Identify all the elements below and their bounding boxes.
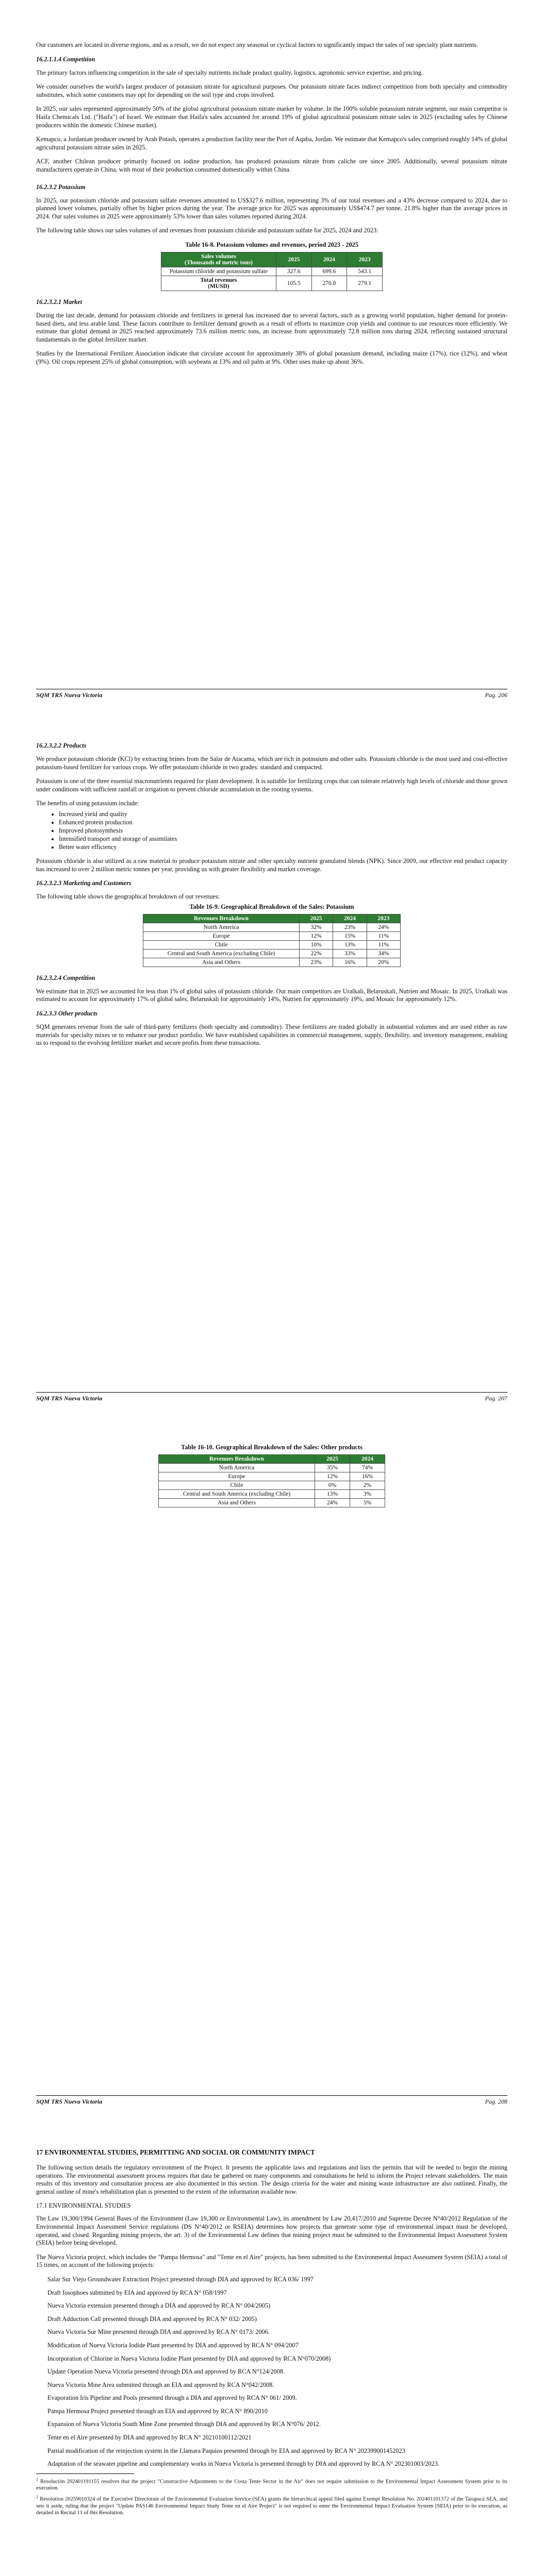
table-cell: 12%	[300, 931, 333, 940]
table-cell: 270.8	[311, 276, 347, 291]
list-item: Expansion of Nueva Victoria South Mine Zone presented through DIA and approved by RCA N°076/ 2012.	[47, 2420, 321, 2428]
section-heading: 16.2.3.3 Other products	[36, 1009, 98, 1017]
footnote-text: Resolución 202401191155 resolves that the project "Constructive Adjustments to the Costa Tente Sector in the Air" does not require submission to the Environmental Impact Assessment System prior to its execution.	[36, 2479, 507, 2492]
table-cell: 16%	[333, 958, 367, 967]
list-item: Adaptation of the seawater pipeline and complementary works in Nueva Victoria is presented through by DIA and approved by RCA N° 202301003/2023.	[47, 2460, 440, 2468]
page-footer	[36, 1392, 507, 1402]
paragraph: The following table shows our sales volumes of and revenues from potassium chloride and potassium sulfate for 2025, 2024 and 2023:	[36, 227, 378, 234]
list-item: • Increased yield and quality	[59, 810, 507, 818]
table-cell: 23%	[333, 923, 367, 931]
paragraph: Potassium chloride is also utilized as a raw material to produce potassium nitrate and other specialty nutrient granulated blends (NPK). Since 2009, our effective end product capacity has increased to over 2 million metric tonnes per year, providing us with greater flexibility and market coverage.	[36, 857, 507, 873]
paragraph: Kemapco, a Jordanian producer owned by Arab Potash, operates a production facility near the Port of Aqaba, Jordan. We estimate that Kemapco's sales comprised roughly 14% of global agricultural potassium nitrate sales in 2025.	[36, 135, 507, 151]
table-cell: 16%	[350, 1472, 385, 1481]
table-cell: Central and South America (excluding Chile)	[159, 1490, 315, 1499]
list-item: Modification of Nueva Victoria Iodide Plant presented by DIA and approved by RCA N° 094/2007	[47, 2341, 299, 2349]
table-header-cell: 2024	[350, 1455, 385, 1464]
table-row	[161, 267, 383, 276]
table-cell: 105.5	[276, 276, 312, 291]
paragraph: We estimate that in 2025 we accounted for less than 1% of global sales of potassium chloride. Our main competitors are Uralkali, Belaruskali, Nutrien and Mosaic. In 2025, Uralkali was estimated to account for approximately 17% of global sales, Belaruskali for approximately 14%, Nutrien for approximately 19%, and Mosaic for approximately 12%.	[36, 987, 507, 1003]
table-row	[143, 949, 401, 958]
section-heading: 17.1 ENVIRONMENTAL STUDIES	[36, 2202, 131, 2210]
list-item: Evaporation Iris Pipeline and Pools presented through a DIA and approved by RCA N° 061/ 2009.	[47, 2394, 297, 2402]
page-number: Pag. 207	[485, 1395, 507, 1402]
table-header-cell: 2025	[315, 1455, 350, 1464]
paragraph: The primary factors influencing competition in the sale of specialty nutrients include product quality, logistics, agronomic service expertise, and pricing.	[36, 69, 423, 76]
table-cell: 24%	[367, 923, 400, 931]
page-number: Pag. 208	[485, 2098, 507, 2105]
table-cell: 32%	[300, 923, 333, 931]
table-row	[159, 1472, 385, 1481]
paragraph: Potassium is one of the three essential macronutrients required for plant development. It is suitable for fertilizing crops that can tolerate relatively high levels of chloride and those grown under conditions with sufficient rainfall or irrigation to prevent chloride accumulation in the rooting systems.	[36, 777, 507, 793]
table-cell: 22%	[300, 949, 333, 958]
paragraph: We produce potassium chloride (KCl) by extracting brines from the Salar de Atacama, which are rich in potassium and other salts. Potassium chloride is the most used and cost-effective potassium-based fertilizer for various crops. We offer potassium chloride in two grades: standard and compacted.	[36, 755, 507, 771]
table-cell: North America	[159, 1464, 315, 1472]
table-cell: Total revenues (MUSD)	[161, 276, 276, 291]
table-cell: 279.1	[347, 276, 383, 291]
table-header-cell: 2024	[311, 252, 347, 267]
table-cell: 74%	[350, 1464, 385, 1472]
page-207	[0, 703, 544, 1406]
paragraph: In 2025, our potassium chloride and potassium sulfate revenues amounted to US$327.6 million, representing 3% of our total revenues and a 43% decrease compared to 2024, due to planned lower volumes, partially offset by higher prices during the year. The average price for 2025 was approximately US$474.7 per tonne, 21.8% higher than the average prices in 2024. Our sales volumes in 2025 were approximately 53% lower than sales volumes reported during 2024.	[36, 196, 507, 220]
list-item: Pampa Hermosa Project presented through an EIA and approved by RCA N° 890/2010	[47, 2407, 268, 2415]
table-cell: 699.6	[311, 267, 347, 276]
list-item: Update Operation Nueva Victoria presented through DIA and approved by RCA N°124/2008.	[47, 2368, 285, 2376]
section-heading: 16.2.3.2.3 Marketing and Customers	[36, 879, 131, 887]
table-row	[159, 1481, 385, 1490]
paragraph: The following table shows the geographical breakdown of our revenues:	[36, 893, 220, 901]
table-row	[159, 1464, 385, 1472]
table-cell: 33%	[333, 949, 367, 958]
page-208	[0, 1406, 544, 2110]
table-cell: 34%	[367, 949, 400, 958]
table-caption: Table 16-9. Geographical Breakdown of the Sales: Potassium	[189, 903, 354, 910]
paragraph: The Nueva Victoria project, which includes the "Pampa Hermosa" and "Tente en el Aire" projects, has been submitted to the Environmental Impact Assessment System (SEIA) a total of 15 times, on account of the following projects:	[36, 2253, 507, 2269]
table-row	[143, 923, 401, 931]
list-item: Draft Adduction Call presented through DIA and approved by RCA N° 032/ 2005)	[47, 2315, 257, 2323]
table-row	[159, 1490, 385, 1499]
table-row	[161, 276, 383, 291]
paragraph: The benefits of using potassium include:	[36, 800, 139, 807]
table-cell: 23%	[300, 958, 333, 967]
table-header-cell: Revenues Breakdown	[143, 914, 300, 923]
table-row	[159, 1499, 385, 1507]
page-number: Pag. 206	[485, 691, 507, 699]
table-header-cell: 2025	[300, 914, 333, 923]
page-209	[0, 2110, 544, 2576]
table-cell: Chile	[159, 1481, 315, 1490]
paragraph: In 2025, our sales represented approximately 50% of the global agricultural potassium nitrate market by volume. In the 100% soluble potassium nitrate segment, our main competitor is Haifa Chemicals Ltd. ("Haifa") of Israel. We estimate that Haifa's sales accounted for around 19% of global agricultural potassium nitrate sales in 2025 (excluding sales by Chinese producers within the domestic Chinese market).	[36, 105, 507, 129]
table-cell: 3%	[350, 1490, 385, 1499]
table-cell: North America	[143, 923, 300, 931]
table-row	[143, 931, 401, 940]
table-caption: Table 16-8. Potassium volumes and revenues, period 2023 - 2025	[185, 241, 358, 248]
table-cell: 5%	[350, 1499, 385, 1507]
section-heading: 16.2.1.1.4 Competition	[36, 55, 95, 63]
table-cell: 0%	[315, 1481, 350, 1490]
list-item: Nueva Victoria Sur Mine presented through DIA and approved by RCA N° 0173/ 2006.	[47, 2328, 270, 2336]
section-heading: 16.2.3.2.2 Products	[36, 742, 87, 749]
table-cell: 543.1	[347, 267, 383, 276]
page-206	[0, 0, 544, 703]
table-cell: 13%	[315, 1490, 350, 1499]
table-cell: Asia and Others	[143, 958, 300, 967]
table-header-cell: 2025	[276, 252, 312, 267]
paragraph: The following section details the regulatory environment of the Project. It presents the applicable laws and regulations and lists the permits that will be needed to begin the mining operations. The environmental assessment process requires that data be gathered on many components and consultations be held to inform the Project relevant stakeholders. The main results of this inventory and consultation process are also documented in this section. The design criteria for the water and mining waste infrastructure are also outlined. Finally, the general outline of mine's rehabilitation plan is presented to the extent of the information available now.	[36, 2164, 507, 2195]
table-cell: Europe	[159, 1472, 315, 1481]
page-footer	[36, 689, 507, 699]
table-cell: 10%	[300, 940, 333, 949]
table-cell: 11%	[367, 940, 400, 949]
paragraph: ACF, another Chilean producer primarily focused on iodine production, has produced potassium nitrate from caliche ore since 2005. Additionally, several potassium nitrate manufacturers operate in China, with most of their production consumed domestically within China.	[36, 158, 507, 173]
list-item: • Intensified transport and storage of assimilates	[59, 835, 507, 843]
benefits-list	[36, 810, 507, 851]
potassium-volumes-table	[161, 252, 383, 291]
table-cell: Chile	[143, 940, 300, 949]
table-cell: 12%	[315, 1472, 350, 1481]
table-cell: 2%	[350, 1481, 385, 1490]
list-item: • Better water efficiency	[59, 843, 507, 851]
paragraph: Studies by the International Fertilizer Association indicate that circulate account for approximately 38% of global potassium demand, including maize (17%), rice (12%), and wheat (9%). Oil crops represent 25% of global consumption, with soybeans at 13% and oil palm at 9%. Other uses make up about 36%.	[36, 350, 507, 365]
page-footer	[36, 2095, 507, 2106]
list-item: • Improved photosynthesis	[59, 826, 507, 835]
project-list	[36, 2276, 507, 2468]
list-item: Tente en el Aire presented by DIA and approved by RCA N° 20210100112/2021	[47, 2434, 252, 2442]
table-header-cell: Sales volumes (Thousands of metric tons)	[161, 252, 276, 267]
table-cell: Central and South America (excluding Chile)	[143, 949, 300, 958]
footnote-text: Resolution 20259010324 of the Executive Directorate of the Environmental Evaluation Service (SEA) grants the hierarchical appeal filed against Exempt Resolution No. 202401101372 of the Tarapacá SEA, and sets it aside, ruling that the project "Update PAS146 Environmental Impact Study Tente en el Aire Project" is not required to enter the Environmental Impact Evaluation System (SEIA) prior to its execution, as detailed in Recital 11 of this Resolution.	[36, 2496, 507, 2516]
table-cell: Potassium chloride and potassium sulfate	[161, 267, 276, 276]
footnote: $^2$ Resolution 20259010324 of the Executive Directorate of the Environmental Evaluation Service (SEA) grants the hierarchical appeal filed against Exempt Resolution No. 202401101372 of the Tarapacá SEA, and sets it aside, ruling that the project "Update PAS146 Environmental Impact Study Tente en el Aire Project" is not required to enter the Environmental Impact Evaluation System (SEIA) prior to its execution, as detailed in Recital 11 of this Resolution.	[36, 2495, 507, 2516]
paragraph: During the last decade, demand for potassium chloride and fertilizers in general has increased due to several factors, such as a growing world population, higher demand for protein-based diets, and less arable land. These factors contribute to fertilizer demand growth as a result of efforts to maximize crop yields and continue to use resources more efficiently. We estimate that global demand in 2025 reached approximately 73.6 million metric tons, an increase from approximately 72.8 million tons during 2024, reflecting sustained structural fundamentals in the global fertilizer market.	[36, 311, 507, 343]
table-row	[143, 940, 401, 949]
table-cell: 24%	[315, 1499, 350, 1507]
list-item: Nueva Victoria extension presented through a DIA and approved by RCA N° 004/2005)	[47, 2302, 271, 2310]
other-products-geo-table	[158, 1454, 385, 1507]
intro-paragraph: Our customers are located in diverse regions, and as a result, we do not expect any seasonal or cyclical factors to significantly impact the sales of our specialty plant nutrients.	[36, 41, 479, 48]
footer-title: SQM TRS Nueva Victoria	[36, 1395, 103, 1402]
table-cell: 20%	[367, 958, 400, 967]
footnote-rule	[36, 2473, 134, 2474]
list-item: Nueva Victoria Mine Area submitted through an EIA and approved by RCA N°042/2008.	[47, 2381, 274, 2388]
table-header-cell: 2023	[367, 914, 400, 923]
paragraph: We consider ourselves the world's largest producer of potassium nitrate for agricultural purposes. Our potassium nitrate faces indirect competition from both specialty and commodity substitutes, which some customers may opt for depending on the soil type and crops involved.	[36, 83, 507, 98]
list-item: Draft Iosophoes submitted by EIA and approved by RCA N° 058/1997	[47, 2289, 227, 2296]
paragraph: The Law 19,300/1994 General Bases of the Environment (Law 19,300 or Environmental Law), its amendment by Law 20,417/2010 and Supreme Decree N°40/2012 Regulation of the Environmental Impact Assessment Service regulations (DS N°40/2012 or RSEIA) determines how projects that generate some type of environmental impact must be developed, operated, and closed. Regarding mining projects, the art. 3) of the Environmental Law defines that mining project must be submitted to the Environmental Impact Assessment System (SEIA) before being developed.	[36, 2215, 507, 2247]
table-cell: 35%	[315, 1464, 350, 1472]
list-item: Incorporation of Chlorine in Nueva Victoria Iodine Plant presented by DIA and approved by RCA N°070/2008)	[47, 2354, 331, 2362]
table-cell: Europe	[143, 931, 300, 940]
table-cell: 15%	[333, 931, 367, 940]
table-caption: Table 16-10. Geographical Breakdown of the Sales: Other products	[181, 1444, 362, 1451]
footnote: $^1$ Resolución 202401191155 resolves that the project "Constructive Adjustments to the Costa Tente Sector in the Air" does not require submission to the Environmental Impact Assessment System prior to its execution.	[36, 2477, 507, 2492]
list-item: • Enhanced protein production	[59, 818, 507, 826]
section-heading: 16.2.3.2.1 Market	[36, 298, 83, 306]
chapter-heading: 17 ENVIRONMENTAL STUDIES, PERMITTING AND SOCIAL OR COMMUNITY IMPACT	[36, 2148, 315, 2156]
paragraph: SQM generates revenue from the sale of third-party fertilizers (both specialty and commodity). These fertilizers are traded globally in substantial volumes and are used either as raw materials for specialty mixes or to enhance our product portfolio. We have established capabilities in commercial management, supply, flexibility, and inventory management, enabling us to respond to the evolving fertilizer market and secure profits from these transactions.	[36, 1023, 507, 1047]
list-item: Salar Sur Viejo Groundwater Extraction Project presented through DIA and approved by RCA 036/ 1997	[47, 2275, 314, 2283]
list-item: Partial modification of the reinjection system in the Llamara Paquios presented through by EIA and approved by RCA N° 202399001452023	[47, 2447, 405, 2454]
table-cell: 13%	[333, 940, 367, 949]
table-header-cell: Revenues Breakdown	[159, 1455, 315, 1464]
table-cell: 11%	[367, 931, 400, 940]
section-heading: 16.2.3.2.4 Competition	[36, 974, 95, 981]
potassium-geo-table	[143, 914, 401, 967]
table-header-cell: 2023	[347, 252, 383, 267]
section-heading: 16.2.3.2 Potassium	[36, 183, 86, 191]
table-header-cell: 2024	[333, 914, 367, 923]
table-cell: 327.6	[276, 267, 312, 276]
footer-title: SQM TRS Nueva Victoria	[36, 691, 103, 699]
table-cell: Asia and Others	[159, 1499, 315, 1507]
footer-title: SQM TRS Nueva Victoria	[36, 2098, 103, 2105]
table-row	[143, 958, 401, 967]
